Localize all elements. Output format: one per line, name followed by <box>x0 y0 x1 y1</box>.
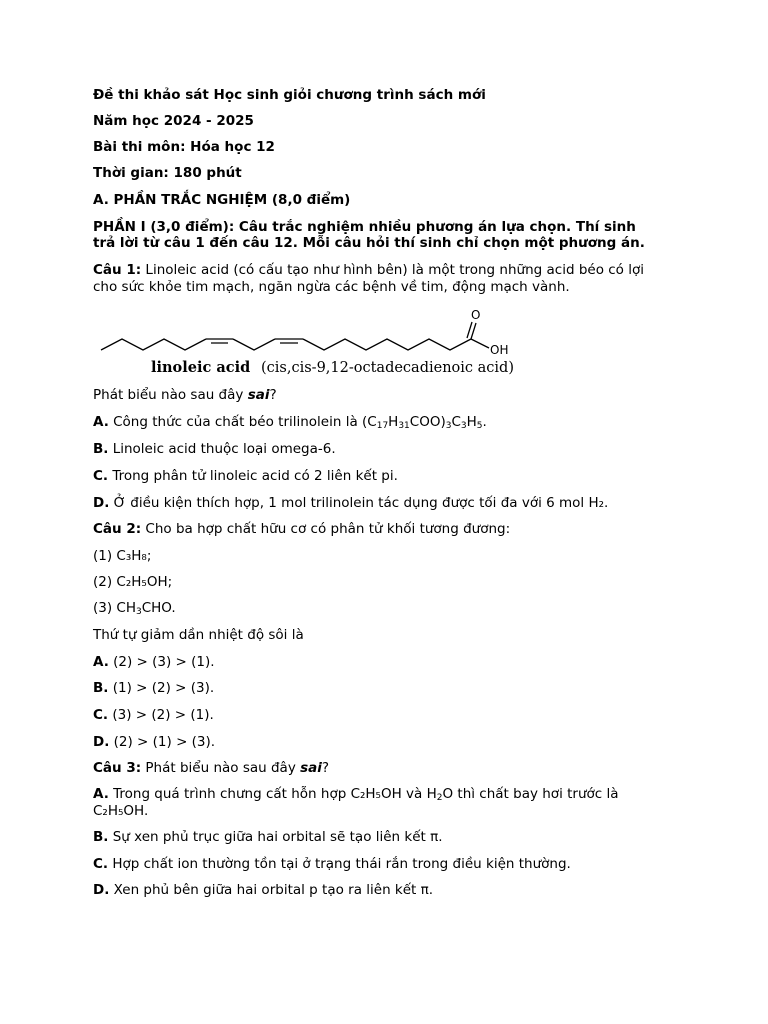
q1-stem-line1 <box>93 262 644 278</box>
figure-caption-iupac: (cis,cis-9,12-octadecadienoic acid) <box>261 360 514 376</box>
linoleic-acid-structure <box>93 305 533 377</box>
q2-option-c: C. (3) > (2) > (1). <box>93 707 214 723</box>
q2-option-b: B. (1) > (2) > (3). <box>93 680 215 696</box>
q2-stem: Câu 2: Cho ba hợp chất hữu cơ có phân tử khối tương đương: <box>93 521 511 537</box>
figure-caption-name: linoleic acid <box>151 359 251 376</box>
q1-label: Câu 1: <box>93 262 142 278</box>
q3-option-a-line2: C₂H₅OH. <box>93 803 149 819</box>
q3-option-b: B. Sự xen phủ trục giữa hai orbital sẽ tạo liên kết π. <box>93 829 443 845</box>
section-a-heading: A. PHẦN TRẮC NGHIỆM (8,0 điểm) <box>93 192 351 208</box>
q1-option-b: B. Linoleic acid thuộc loại omega-6. <box>93 441 336 457</box>
school-year: Năm học 2024 - 2025 <box>93 113 254 129</box>
q2-item-1: (1) C₃H₈; <box>93 548 152 564</box>
q1-option-a: A. Công thức của chất béo trilinolein là $(C_{17}H_{31}COO)_3C_3H_5$. <box>93 414 487 431</box>
q1-prompt: Phát biểu nào sau đây sai? <box>93 387 277 403</box>
part1-instruction-line2: trả lời từ câu 1 đến câu 12. Mỗi câu hỏi thí sinh chỉ chọn một phương án. <box>93 235 645 251</box>
q2-option-a: A. (2) > (3) > (1). <box>93 654 215 670</box>
hydroxyl-label: OH <box>490 343 509 357</box>
q1-stem-line2: cho sức khỏe tim mạch, ngăn ngừa các bệnh về tim, động mạch vành. <box>93 279 570 295</box>
q2-prompt: Thứ tự giảm dần nhiệt độ sôi là <box>93 627 304 643</box>
q1-text: Linoleic acid (có cấu tạo như hình bên) là một trong những acid béo có lợi <box>141 262 644 278</box>
exam-time: Thời gian: 180 phút <box>93 165 242 181</box>
exam-title: Đề thi khảo sát Học sinh giỏi chương trình sách mới <box>93 87 486 103</box>
exam-subject: Bài thi môn: Hóa học 12 <box>93 139 275 155</box>
q2-item-2: (2) C₂H₅OH; <box>93 574 173 590</box>
q1-option-c: C. Trong phân tử linoleic acid có 2 liên kết pi. <box>93 468 398 484</box>
q2-option-d: D. (2) > (1) > (3). <box>93 734 216 750</box>
carbon-skeleton <box>101 322 489 350</box>
q3-option-a-line1: A. Trong quá trình chưng cất hỗn hợp C₂H₅OH và $H_2O$ thì chất bay hơi trước là <box>93 786 619 803</box>
q2-item-3: (3) $CH_3CHO$. <box>93 600 176 617</box>
q3-option-d: D. Xen phủ bên giữa hai orbital p tạo ra liên kết π. <box>93 882 434 898</box>
carbonyl-oxygen-label: O <box>471 308 481 322</box>
q1-option-d: D. Ở điều kiện thích hợp, 1 mol trilinolein tác dụng được tối đa với 6 mol H₂. <box>93 495 609 511</box>
part1-instruction-line1: PHẦN I (3,0 điểm): Câu trắc nghiệm nhiều phương án lựa chọn. Thí sinh <box>93 219 636 235</box>
q3-stem: Câu 3: Phát biểu nào sau đây sai? <box>93 760 330 776</box>
q3-option-c: C. Hợp chất ion thường tồn tại ở trạng thái rắn trong điều kiện thường. <box>93 856 571 872</box>
